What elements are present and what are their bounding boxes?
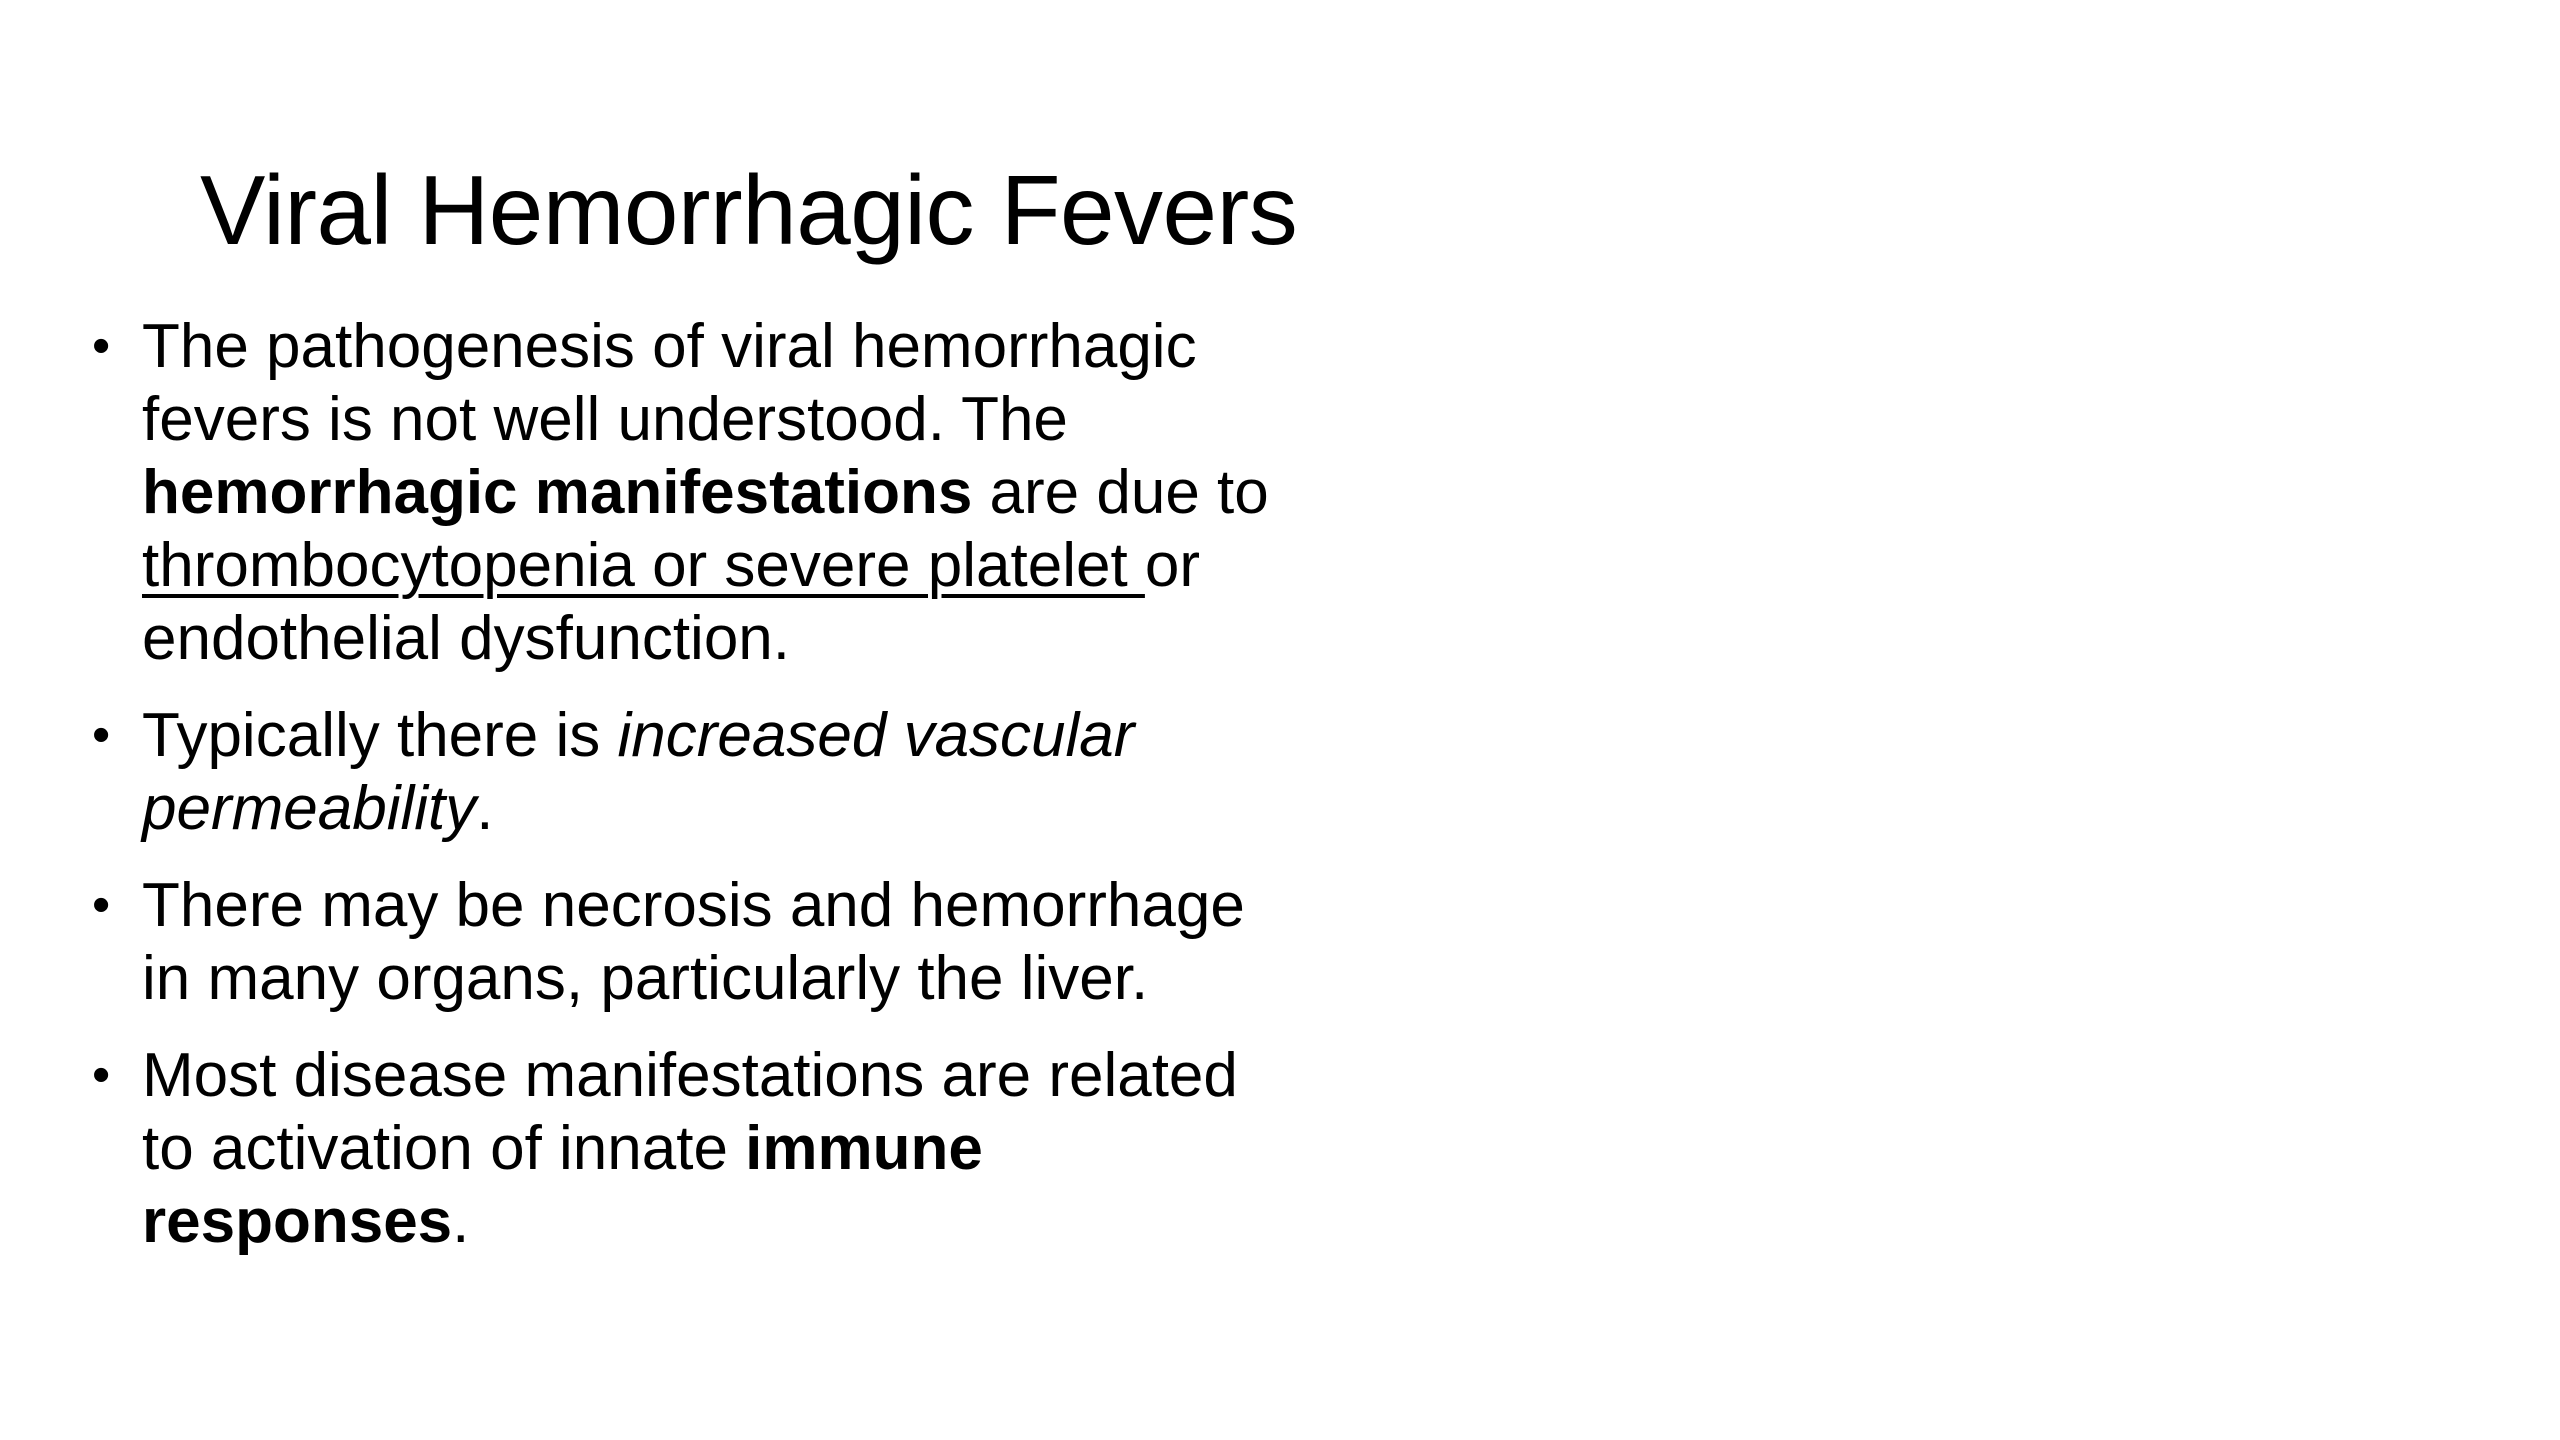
- bullet-text: [142, 701, 1134, 843]
- bullet-list: [92, 310, 1270, 1282]
- bullet-text: [142, 871, 1245, 1013]
- text-run: The pathogenesis of viral hemorrhagic fevers is not well understood. The: [142, 312, 1197, 454]
- text-run: .: [476, 774, 494, 843]
- bullet-text: [142, 1041, 1238, 1256]
- text-run: or endothelial dysfunction.: [142, 531, 1201, 673]
- slide-title: Viral Hemorrhagic Fevers: [200, 155, 1298, 265]
- text-run: Typically there is: [142, 701, 618, 770]
- bullet-item-vascular-permeability: [92, 699, 1270, 845]
- bullet-item-necrosis: [92, 869, 1270, 1015]
- bullet-marker: •: [92, 876, 111, 934]
- bullet-marker: •: [92, 317, 111, 375]
- bullet-item-pathogenesis: [92, 310, 1270, 675]
- bold-text-run: immune responses: [142, 1114, 983, 1256]
- underlined-text-run: thrombocytopenia or severe platelet: [142, 531, 1145, 600]
- text-run: .: [452, 1187, 470, 1256]
- text-run: Most disease manifestations are related to activation of innate: [142, 1041, 1238, 1183]
- bullet-marker: •: [92, 1046, 111, 1104]
- bullet-text: [142, 312, 1269, 673]
- italic-text-run: increased vascular permeability: [142, 701, 1135, 843]
- text-run: There may be necrosis and hemorrhage in many organs, particularly the liver.: [142, 871, 1245, 1013]
- text-run: are due to: [972, 458, 1269, 527]
- bullet-marker: •: [92, 706, 111, 764]
- bold-text-run: hemorrhagic manifestations: [142, 458, 973, 527]
- bullet-item-immune-responses: [92, 1039, 1270, 1258]
